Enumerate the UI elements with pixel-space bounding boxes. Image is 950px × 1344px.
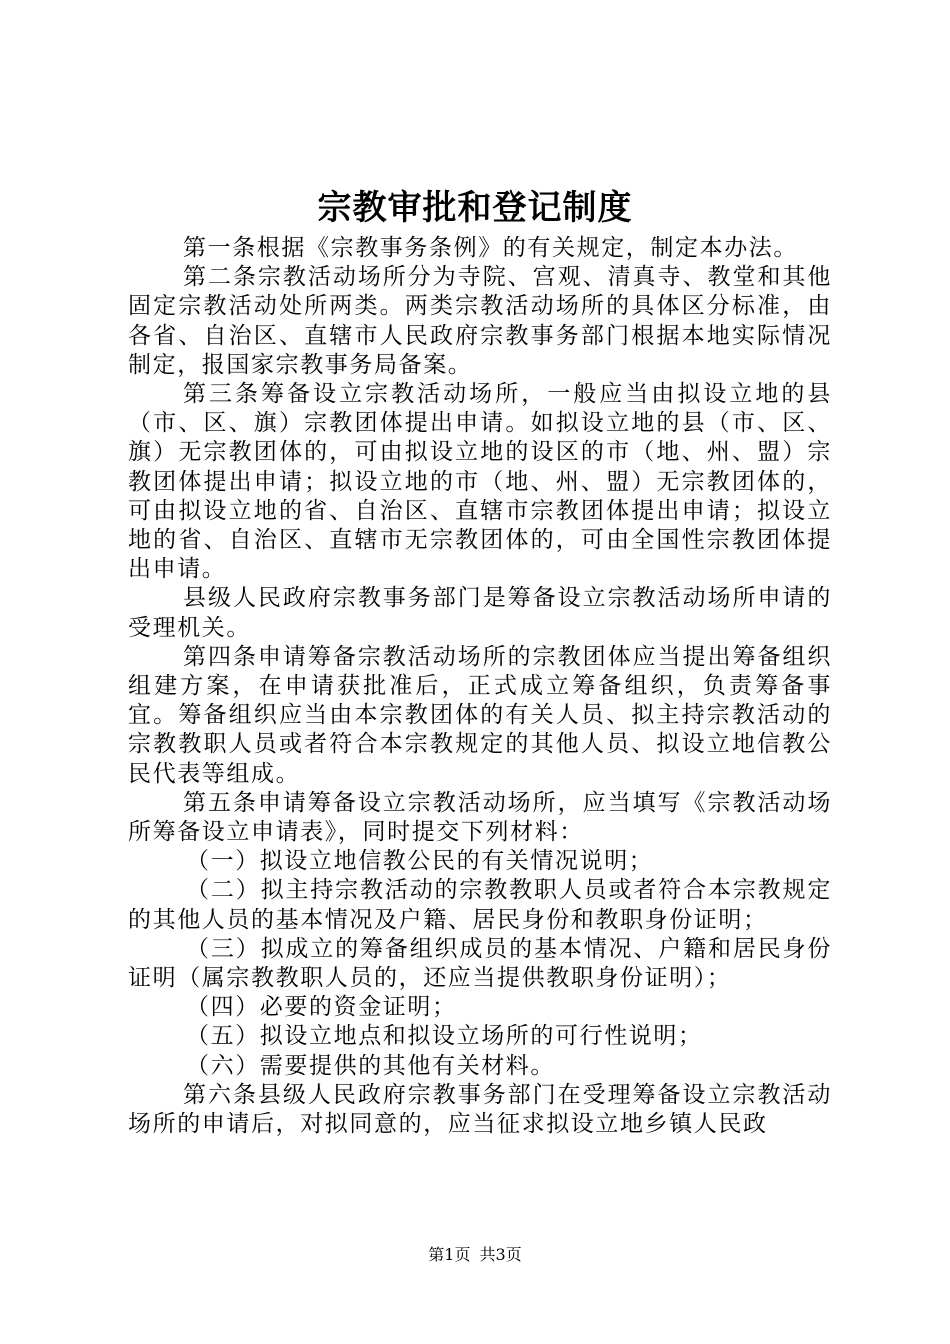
list-item-3: （三）拟成立的筹备组织成员的基本情况、户籍和居民身份证明（属宗教教职人员的，还应当提供教职身份证明）； [128, 935, 832, 992]
document-title: 宗教审批和登记制度 [317, 188, 633, 228]
page-total: 共3页 [479, 1245, 522, 1264]
paragraph-article-6: 第六条县级人民政府宗教事务部门在受理筹备设立宗教活动场所的申请后，对拟同意的，应当征求拟设立地乡镇人民政 [128, 1081, 832, 1138]
paragraph-article-4: 第四条申请筹备宗教活动场所的宗教团体应当提出筹备组织组建方案，在申请获批准后，正式成立筹备组织，负责筹备事宜。筹备组织应当由本宗教团体的有关人员、拟主持宗教活动的宗教教职人员或者符合本宗教规定的其他人员、拟设立地信教公民代表等组成。 [128, 643, 832, 787]
paragraph-article-2: 第二条宗教活动场所分为寺院、宫观、清真寺、教堂和其他固定宗教活动处所两类。两类宗教活动场所的具体区分标准，由各省、自治区、直辖市人民政府宗教事务部门根据本地实际情况制定，报国家宗教事务局备案。 [128, 264, 832, 378]
page-number: 第1页 [428, 1245, 471, 1264]
page-footer [0, 1245, 950, 1265]
paragraph-article-3: 第三条筹备设立宗教活动场所，一般应当由拟设立地的县（市、区、旗）宗教团体提出申请。如拟设立地的县（市、区、旗）无宗教团体的，可由拟设立地的设区的市（地、州、盟）宗教团体提出申请；拟设立地的市（地、州、盟）无宗教团体的，可由拟设立地的省、自治区、直辖市宗教团体提出申请；拟设立地的省、自治区、直辖市无宗教团体的，可由全国性宗教团体提出申请。 [128, 381, 832, 583]
paragraph-article-3-continued: 县级人民政府宗教事务部门是筹备设立宗教活动场所申请的受理机关。 [128, 585, 832, 641]
list-item-4: （四）必要的资金证明； [186, 994, 457, 1021]
paragraph-article-1: 第一条根据《宗教事务条例》的有关规定，制定本办法。 [183, 235, 798, 261]
list-item-2: （二）拟主持宗教活动的宗教教职人员或者符合本宗教规定的其他人员的基本情况及户籍、居民身份和教职身份证明； [128, 877, 832, 933]
list-item-1: （一）拟设立地信教公民的有关情况说明； [186, 848, 654, 875]
paragraph-article-5: 第五条申请筹备设立宗教活动场所，应当填写《宗教活动场所筹备设立申请表》，同时提交下列材料： [128, 789, 832, 846]
document-body [128, 234, 832, 1139]
list-item-5: （五）拟设立地点和拟设立场所的可行性说明； [186, 1023, 703, 1050]
list-item-6: （六）需要提供的其他有关材料。 [186, 1052, 555, 1079]
